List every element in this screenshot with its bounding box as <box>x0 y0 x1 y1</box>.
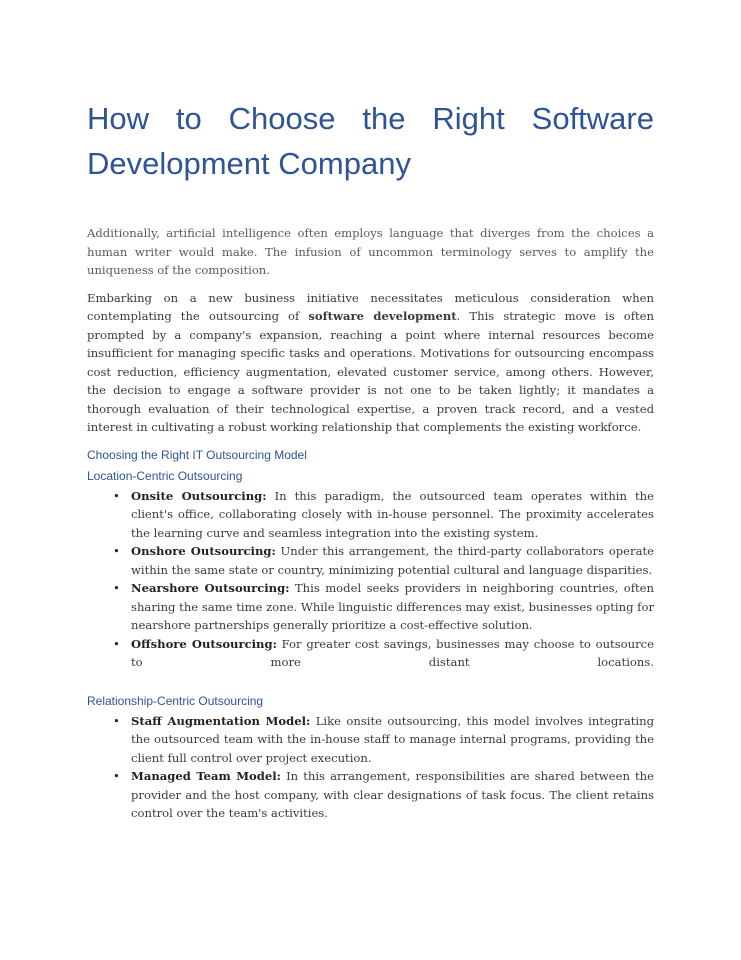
relationship-heading: Relationship-Centric Outsourcing <box>87 693 264 708</box>
list-item <box>131 579 654 635</box>
list-item <box>131 635 654 672</box>
title-line-1: How to Choose the Right Software <box>87 101 654 136</box>
list-item-text: Under this arrangement, the third-party collaborators operate within the same state or country, minimizing potential cultural and language disparities. <box>131 544 654 577</box>
body-paragraph <box>87 289 654 437</box>
list-item <box>131 487 654 543</box>
list-item <box>131 712 654 768</box>
list-item-term: Staff Augmentation Model: <box>131 713 311 728</box>
document-page <box>87 96 654 823</box>
list-item-term: Onshore Outsourcing: <box>131 544 276 558</box>
list-item-text: In this arrangement, responsibilities are shared between the provider and the host company, with clear designations of task focus. The client retains control over the team's activities. <box>131 769 655 820</box>
list-item-term: Nearshore Outsourcing: <box>131 581 290 595</box>
list-item-text: In this paradigm, the outsourced team operates within the client's office, collaborating closely with in-house personnel. The proximity accelerates the learning curve and seamless integration into the existing system. <box>131 488 654 540</box>
list-item <box>131 767 654 823</box>
page-title <box>87 96 654 186</box>
body-text-after: . This strategic move is often prompted by a company's expansion, reaching a point where internal resources become insufficient for managing specific tasks and operations. Motivations for outsourcing encompass cost reduction, efficiency augmentation, elevated customer service, among others. However, the decision to engage a software provider is not one to be taken lightly; it mandates a thorough evaluation of their technological expertise, a proven track record, and a vested interest in cultivating a robust working relationship that complements the existing workforce. <box>87 309 654 434</box>
body-bold-term: software development <box>308 309 457 323</box>
relationship-list <box>87 712 654 823</box>
list-item-text: This model seeks providers in neighboring countries, often sharing the same time zone. While linguistic differences may exist, businesses opting for nearshore partnerships generally prioritize a cost-effective solution. <box>131 581 654 632</box>
title-line-2: Development Company <box>87 146 411 181</box>
location-list <box>87 487 654 672</box>
list-item-text: Like onsite outsourcing, this model involves integrating the outsourced team with the in-house staff to manage internal programs, providing the client full control over project execution. <box>131 713 654 765</box>
list-item-text: For greater cost savings, businesses may choose to outsource to more distant locations. <box>131 636 654 669</box>
list-item-term: Managed Team Model: <box>131 769 281 783</box>
section-heading: Choosing the Right IT Outsourcing Model <box>87 447 307 462</box>
list-item-term: Onsite Outsourcing: <box>131 488 267 503</box>
intro-paragraph: Additionally, artificial intelligence often employs language that diverges from the choices a human writer would make. The infusion of uncommon terminology serves to amplify the uniqueness of the composition. <box>87 226 654 277</box>
list-item <box>131 542 654 579</box>
body-text-before: Embarking on a new business initiative necessitates meticulous consideration when contemplating the outsourcing of <box>87 290 654 323</box>
list-item-term: Offshore Outsourcing: <box>131 636 277 651</box>
location-heading: Location-Centric Outsourcing <box>87 468 243 483</box>
